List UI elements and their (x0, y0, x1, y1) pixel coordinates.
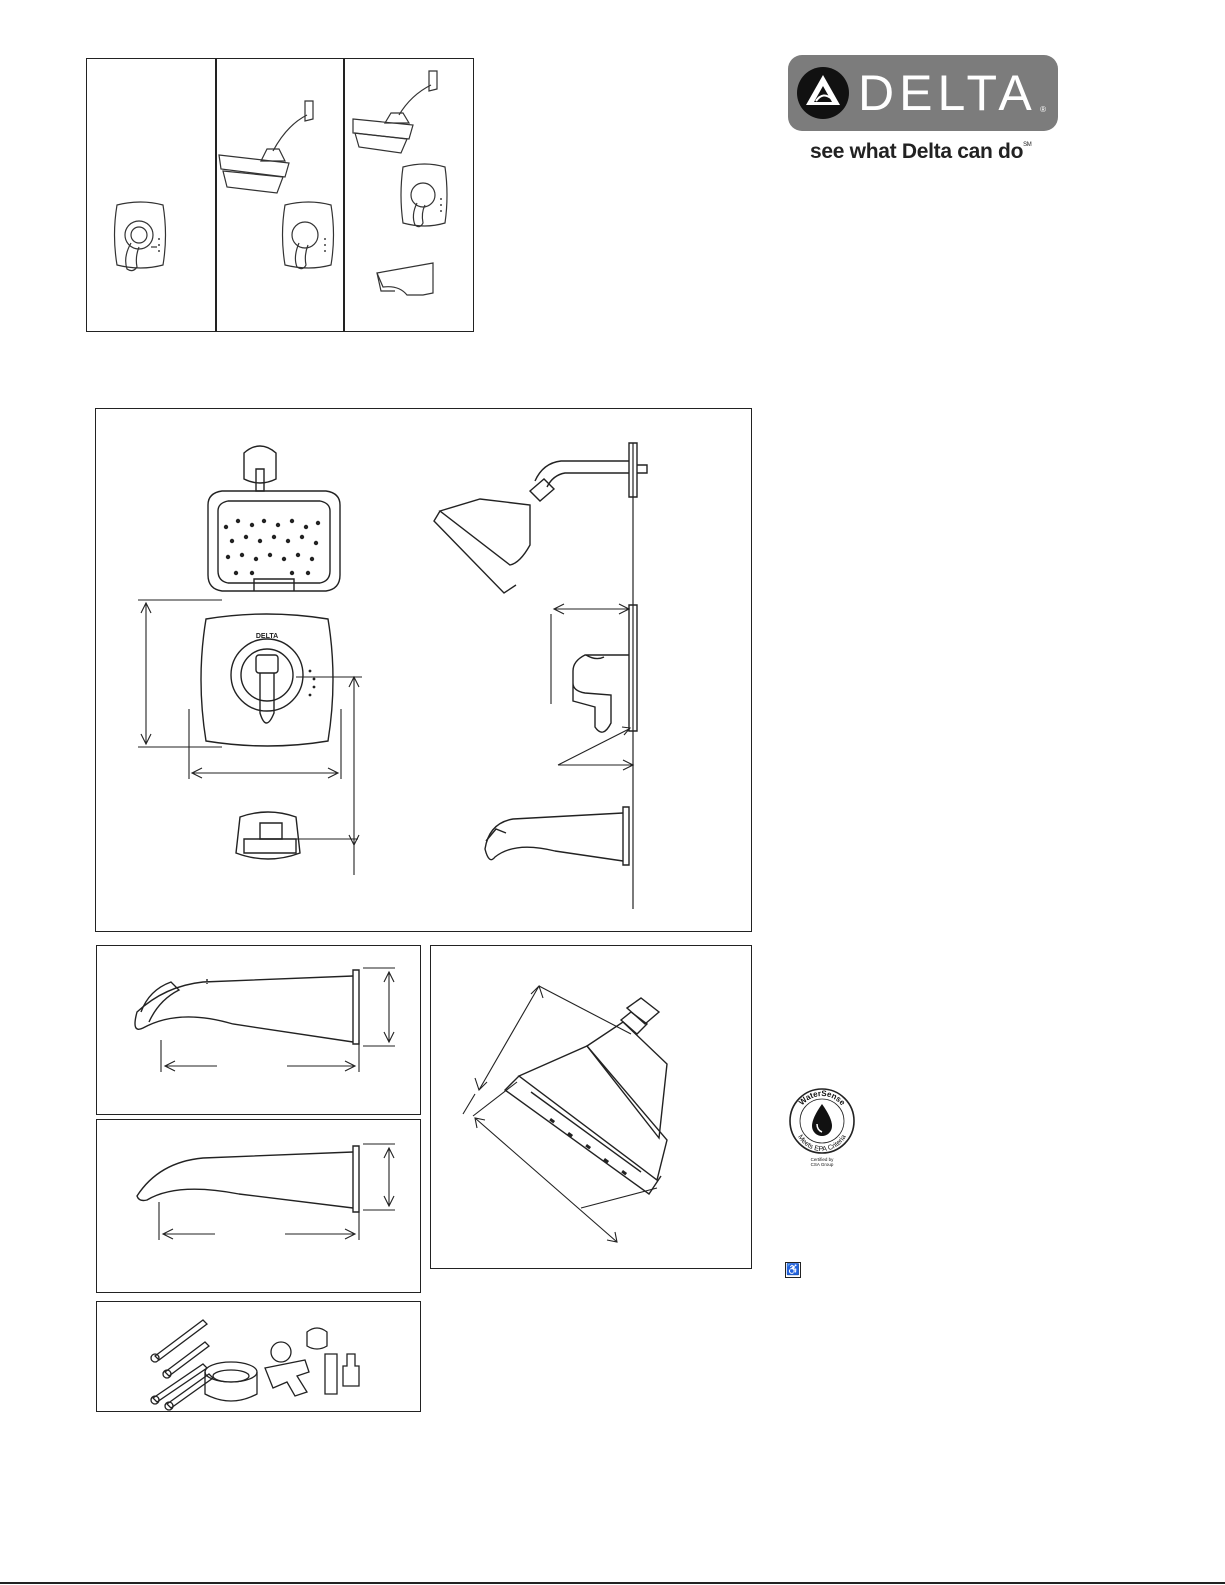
registered-mark: ® (1040, 105, 1046, 114)
thumbnail-drawings (87, 59, 475, 333)
tub-spout-diverter-drawing (96, 945, 421, 1115)
faceplate-logo-text: DELTA (255, 633, 279, 640)
valve-side-view (573, 605, 637, 732)
main-dimension-drawing (95, 408, 752, 932)
wheelchair-accessibility-icon: ♿ (786, 1264, 800, 1276)
parts-kit-svg (97, 1302, 422, 1413)
showerhead-dimension-lines (463, 986, 657, 1242)
thumb-shower-trim (219, 101, 334, 269)
footer-rule (0, 1582, 1225, 1584)
watersense-seal (787, 1088, 857, 1168)
showerhead-detail-svg (431, 946, 753, 1270)
watersense-bottom-text: Meets EPA Criteria (796, 1133, 848, 1154)
service-mark: SM (1023, 142, 1032, 148)
thumbnail-strip (86, 58, 474, 332)
thumb-valve-trim (115, 202, 166, 271)
delta-logo (788, 55, 1058, 131)
tub-spout-diverter-svg (97, 946, 422, 1116)
side-dimension-lines (551, 604, 633, 770)
delta-triangle-icon (788, 55, 858, 131)
watersense-cert-line1: Certified by (810, 1157, 834, 1162)
parts-kit-drawing (96, 1301, 421, 1412)
logo-wordmark: DELTA (858, 65, 1037, 121)
front-side-elevation-svg (96, 409, 753, 933)
showerhead-side-view (434, 499, 530, 593)
tagline-text: see what Delta can do (810, 140, 1024, 163)
thumb-tub-shower (353, 71, 447, 295)
tub-spout-plain-svg (97, 1120, 422, 1294)
watersense-badge-svg (787, 1088, 857, 1168)
shower-arm-flange (244, 446, 276, 483)
tub-spout-plain-drawing (96, 1119, 421, 1293)
watersense-top-text: WaterSense (797, 1088, 848, 1108)
watersense-cert-line2: CSA Group (810, 1162, 834, 1167)
showerhead-detail-drawing (430, 945, 752, 1269)
showerhead-front-view (208, 491, 340, 591)
brand-tagline (810, 140, 1032, 164)
tub-spout-side-view (485, 807, 629, 865)
tub-spout-front-view (236, 812, 300, 859)
svg-text:Meets EPA Criteria (796, 1134, 848, 1153)
